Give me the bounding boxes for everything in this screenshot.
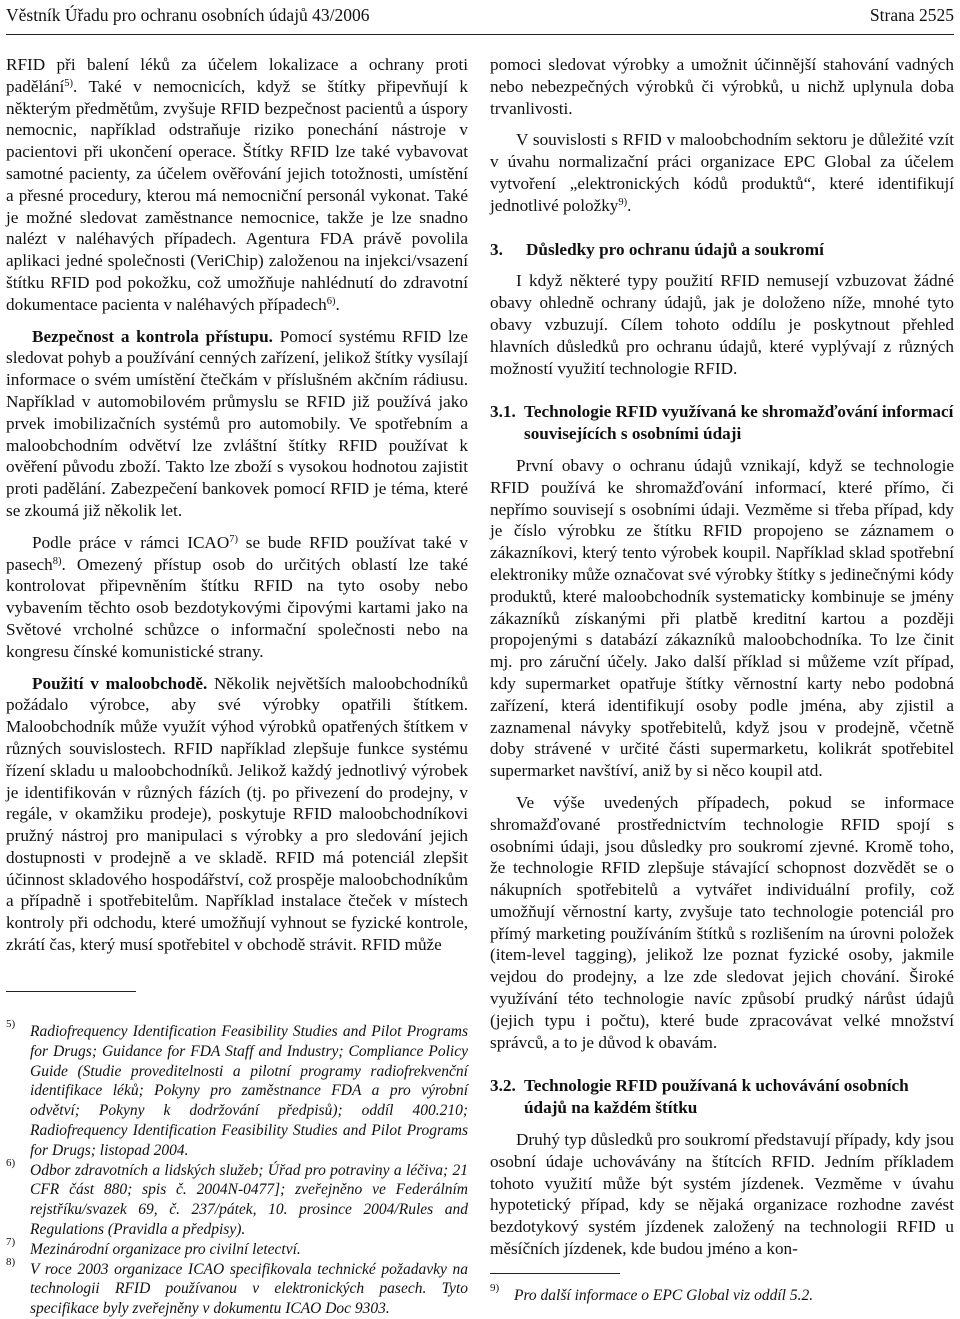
footnotes <box>6 1018 468 1319</box>
paragraph: První obavy o ochranu údajů vznikají, když se technologie RFID používá ke shromažďování informací, které přímo, či nepřímo souvisejí s osobními údaji. Vezměme si třeba případ, kdy je číslo výrobku ze štítku RFID propojeno se záznamem o zákazníkovi, který tento výrobek koupil. Například sklad spotřební elektroniky může označovat své výrobky štítky s jedinečnými kódy produktů, které maloobchodník systematicky kombinuje se jmény zákazníků získanými při platbě kreditní kartou a později propojenými s databází zákazníků maloobchodníka. To lze činit mj. pro záruční účely. Jako další příklad si můžeme vzít případ, kdy supermarket opatřuje štítky věrnostní karty nebo podobná zařízení, která identifikují osoby podle jména, aby zjistil a zaznamenal návyky spotřebitelů, když jsou v prodejně, včetně doby strávené v určité části supermarketu, kolikrát spotřebitel supermarket navštíví, aniž by si něco koupil atd. <box>490 455 954 781</box>
footnote-ref: 5) <box>64 77 73 89</box>
footnote-mark: 8) <box>6 1255 16 1268</box>
section-number: 3.2. <box>490 1076 516 1096</box>
journal-title: Věstník Úřadu pro ochranu osobních údajů 43/2006 <box>6 5 370 25</box>
footnote-text: Mezinárodní organizace pro civilní letectví. <box>30 1240 301 1258</box>
footnote-text: Odbor zdravotních a lidských služeb; Úřad pro potraviny a léčiva; 21 CFR část 880; spis č. 2004N-0477]; zveřejněno ve Federálním rejstříku/svazek 69, č. 237/pátek, 10. prosince 2004/Rules and Regulations (Pravidla a předpisy). <box>30 1161 468 1238</box>
paragraph: V souvislosti s RFID v maloobchodním sektoru je důležité vzít v úvahu normalizační práci organizace EPC Global za účelem vytvoření „elektronických kódů produktů“, které identifikují jednotlivé položky$^{9)}$. <box>490 130 954 215</box>
run-in-heading: Použití v maloobchodě. <box>32 673 208 693</box>
paragraph: Ve výše uvedených případech, pokud se informace shromažďované prostřednictvím technologie RFID spojí s osobními údaji, jsou důsledky pro soukromí zjevné. Kromě toho, že technologie RFID zlepšuje stávající schopnost dozvědět se o nákupních spotřebitelů a vytvářet individuální profily, což umožňují věrnostní karty, zvyšuje tato technologie potenciál pro přímý marketing používáním štítků s rozlišením na úrovni položek (item-level tagging), jelikož lze poznat fyzické osoby, jakmile vejdou do prodejny, a lze zde sledovat jejich chování. Široké využívání této technologie navíc způsobí prudký nárůst údajů (jejich typu i počtu), které bude zpracovávat velké množství správců, a to je důvod k obavám. <box>490 792 954 1052</box>
page-number: Strana 2525 <box>869 5 954 25</box>
footnote-text: V roce 2003 organizace ICAO specifikovala technické požadavky na technologii RFID používanou v elektronických pasech. Tyto specifikace byly zveřejněny v dokumentu ICAO Doc 9303. <box>30 1260 468 1318</box>
left-column <box>6 54 468 956</box>
footnote-text: Radiofrequency Identification Feasibility Studies and Pilot Programs for Drugs; Guidance for FDA Staff and Industry; Compliance Policy Guide (Studie proveditelnosti a pilotní programy radiofrekvenční identifikace léků; Pokyny pro zaměstnance FDA a pro výrobní odvětví; Pokyny k dodržování předpisů); oddíl 400.210; Radiofrequency Identification Feasibility Studies and Pilot Programs for Drugs; listopad 2004. <box>30 1023 468 1159</box>
section-number: 3.1. <box>490 402 516 422</box>
section-number: 3. <box>490 239 503 259</box>
footnote-text: Pro další informace o EPC Global viz oddíl 5.2. <box>514 1287 814 1304</box>
footnote-ref: 9) <box>618 196 628 208</box>
footnote <box>6 1235 468 1260</box>
footnote-mark: 9) <box>490 1282 500 1294</box>
footnote-mark: 6) <box>6 1156 16 1169</box>
section-heading <box>490 239 954 261</box>
paragraph: I když některé typy použití RFID nemusejí vzbuzovat žádné obavy ohledně ochrany údajů, jak je doloženo níže, mnohé tyto obavy vzbuzují. Cílem tohoto oddílu je poskytnout přehled hlavních důsledků pro ochranu údajů, které vyplývají z různých možností využití technologie RFID. <box>490 271 954 378</box>
footnote <box>6 1018 468 1161</box>
right-column <box>490 54 954 1260</box>
footnote <box>6 1156 468 1240</box>
footnote-separator <box>490 1273 620 1274</box>
footnote-separator <box>6 991 136 992</box>
section-title: Důsledky pro ochranu údajů a soukromí <box>526 239 824 259</box>
paragraph: Druhý typ důsledků pro soukromí představují případy, kdy jsou osobní údaje uchovávány na štítcích RFID. Jedním příkladem tohoto využití může být systém jízdenek. Vezměme v úvahu hypotetický případ, kdy se nějaká organizace rozhodne zavést bezdotykový systém jízdenek založený na technologii RFID u měsíčních jízdenek, kde budou jméno a kon- <box>490 1130 954 1259</box>
footnote-ref: 6) <box>326 295 336 307</box>
footnote-ref: 8) <box>52 555 62 567</box>
paragraph: pomoci sledovat výrobky a umožnit účinnější stahování vadných nebo nebezpečných výrobků či výrobků, u nichž uplynula doba trvanlivosti. <box>490 55 954 118</box>
footnote-ref: 7) <box>229 533 238 545</box>
run-in-heading: Bezpečnost a kontrola přístupu. <box>32 326 273 346</box>
paragraph: Podle práce v rámci ICAO$^{7)}$ se bude RFID používat také v pasech$^{8)}$. Omezený přístup osob do určitých oblastí lze také kontrolovat připevněním štítku RFID na tyto osoby nebo vybavením těchto osob bezdotykovými čipovými kartami jako na Světové vrcholné schůzce o informační společnosti nebo na kongresu čínské komunistické strany. <box>6 532 468 661</box>
section-title: Technologie RFID využívaná ke shromažďování informací souvisejících s osobními údaji <box>524 402 954 444</box>
footnote-mark: 7) <box>6 1235 16 1248</box>
subsection-heading <box>490 401 954 445</box>
subsection-heading <box>490 1075 954 1119</box>
paragraph: RFID při balení léků za účelem lokalizace a ochrany proti padělání$^{5)}$. Také v nemocnicích, když se štítky připevňují k některým předmětům, zvyšuje RFID bezpečnost pacientů a úspory nemocnic, například odstraňuje riziko ponechání nástroje v pacientovi při ukončení operace. Štítky RFID lze také vybavovat samotné pacienty, za účelem ověřování jejich totožnosti, umístění a přesné procedury, kterou má nemocniční personál vykonat. Také je možné sledovat zaměstnance nemocnice, takže je lze snadno nalézt v naléhavých případech. Agentura FDA právě povolila aplikaci jedné společnosti (VeriChip) založenou na injekci/vsazení štítku RFID pod pokožku, což umožňuje nahlédnutí do zdravotní dokumentace pacienta v naléhavých případech$^{6)}$. <box>6 55 468 314</box>
section-title: Technologie RFID používaná k uchovávání osobních údajů na každém štítku <box>524 1076 909 1118</box>
footnote <box>6 1255 468 1319</box>
paragraph: Použití v maloobchodě. Několik největších maloobchodníků požádalo výrobce, aby své výrobky opatřili štítkem. Maloobchodník může využít výhod výrobků opatřených štítkem v různých souvislostech. RFID například zlepšuje funkce systému řízení skladu u maloobchodníků. Jelikož každý jednotlivý výrobek je identifikován v různých fázích (tj. po přivezení do prodejny, v regále, v okamžiku prodeje), poskytuje RFID maloobchodníkovi pružný nástroj pro manipulaci s výrobky a pro sledování jejich dostupnosti v prodejně a ve skladě. RFID má potenciál zlepšit účinnost skladového hospodářství, což prospěje maloobchodníkům a případně i spotřebitelům. Například instalace čteček v místech kontroly při odchodu, které umožňují vyhnout se fyzické kontrole, zkrátí čas, který musí spotřebitel v obchodě strávit. RFID může <box>6 673 468 955</box>
footnote <box>490 1282 954 1306</box>
page-header <box>6 4 954 35</box>
paragraph: Bezpečnost a kontrola přístupu. Pomocí systému RFID lze sledovat pohyb a používání cenných zařízení, jelikož štítky vysílají informace o svém umístění čtečkám v příslušném akčním rádiusu. Například v automobilovém průmyslu se RFID již používá jako prvek imobilizačních systémů pro automobily. Ve spotřebním a maloobchodním odvětví lze zvláštní štítky RFID používat k ověření původu zboží. Takto lze zboží s vysokou hodnotou zajistit proti padělání. Zabezpečení bankovek pomocí RFID je téma, které se zkoumá již několik let. <box>6 326 468 520</box>
footnote-mark: 5) <box>6 1018 16 1030</box>
